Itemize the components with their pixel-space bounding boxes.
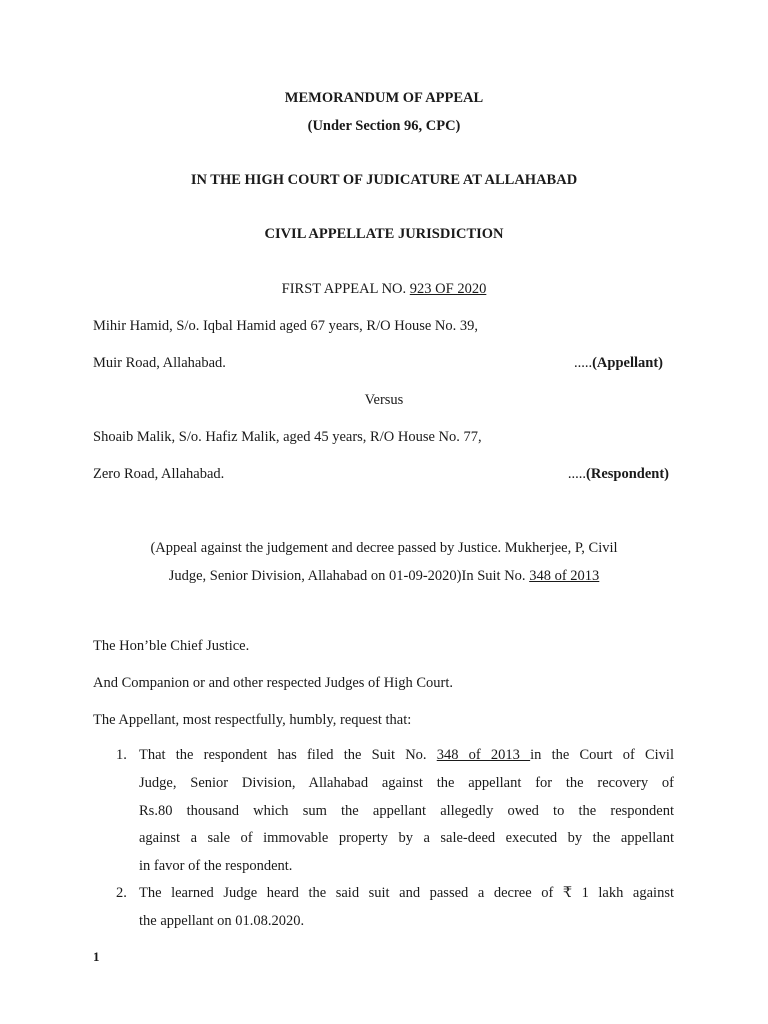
appeal-against-line-2 xyxy=(0,567,768,585)
memorandum-title: MEMORANDUM OF APPEAL xyxy=(284,90,484,106)
request-line: The Appellant, most respectfully, humbly, request that: xyxy=(93,712,412,728)
appeal-number: 923 OF 2020 xyxy=(409,281,487,297)
suit-number: 348 of 2013 xyxy=(529,568,600,584)
appeal-number-line xyxy=(0,280,768,298)
page-number: 1 xyxy=(93,949,100,964)
appellant-line-2: Muir Road, Allahabad. xyxy=(93,355,226,371)
court-heading: IN THE HIGH COURT OF JUDICATURE AT ALLAHABAD xyxy=(190,172,578,188)
jurisdiction-heading: CIVIL APPELLATE JURISDICTION xyxy=(264,226,504,242)
versus: Versus xyxy=(364,392,404,408)
appeal-against-text: Judge, Senior Division, Allahabad on 01-09-2020)In Suit No. xyxy=(168,568,530,584)
point-2-line-2: the appellant on 01.08.2020. xyxy=(139,913,305,929)
respondent-line-2: Zero Road, Allahabad. xyxy=(93,466,225,482)
respondent-role-label: (Respondent) xyxy=(586,466,669,482)
point-1-text-b: in the Court of Civil xyxy=(530,747,674,763)
point-2-number: 2. xyxy=(116,885,127,901)
appeal-prefix: FIRST APPEAL NO. xyxy=(281,281,410,297)
point-1-line-3: Rs.80 thousand which sum the appellant allegedly owed to the respondent xyxy=(139,803,674,819)
appellant-role-label: (Appellant) xyxy=(592,355,663,371)
point-1-line-2: Judge, Senior Division, Allahabad against the appellant for the recovery of xyxy=(139,775,674,791)
point-1-line-4: against a sale of immovable property by a sale-deed executed by the appellant xyxy=(139,830,674,846)
point-2-line-1: The learned Judge heard the said suit and passed a decree of ₹ 1 lakh against xyxy=(139,885,674,901)
section-subtitle: (Under Section 96, CPC) xyxy=(307,118,461,134)
appeal-against-line-1: (Appeal against the judgement and decree passed by Justice. Mukherjee, P, Civil xyxy=(150,540,618,556)
point-1-suit-number: 348 of 2013 xyxy=(436,747,531,763)
appellant-role xyxy=(460,354,663,372)
appellant-line-1: Mihir Hamid, S/o. Iqbal Hamid aged 67 years, R/O House No. 39, xyxy=(93,318,479,334)
respondent-line-1: Shoaib Malik, S/o. Hafiz Malik, aged 45 years, R/O House No. 77, xyxy=(93,429,482,445)
chief-justice-line: The Hon’ble Chief Justice. xyxy=(93,638,250,654)
companion-line: And Companion or and other respected Judges of High Court. xyxy=(93,675,454,691)
respondent-dots: ..... xyxy=(567,466,587,482)
point-1-line-5: in favor of the respondent. xyxy=(139,858,293,874)
point-1-line-1 xyxy=(139,746,674,764)
respondent-role xyxy=(460,465,669,483)
appellant-dots: ..... xyxy=(573,355,593,371)
point-1-number: 1. xyxy=(116,747,127,763)
point-1-text-a: That the respondent has filed the Suit No. xyxy=(139,747,437,763)
